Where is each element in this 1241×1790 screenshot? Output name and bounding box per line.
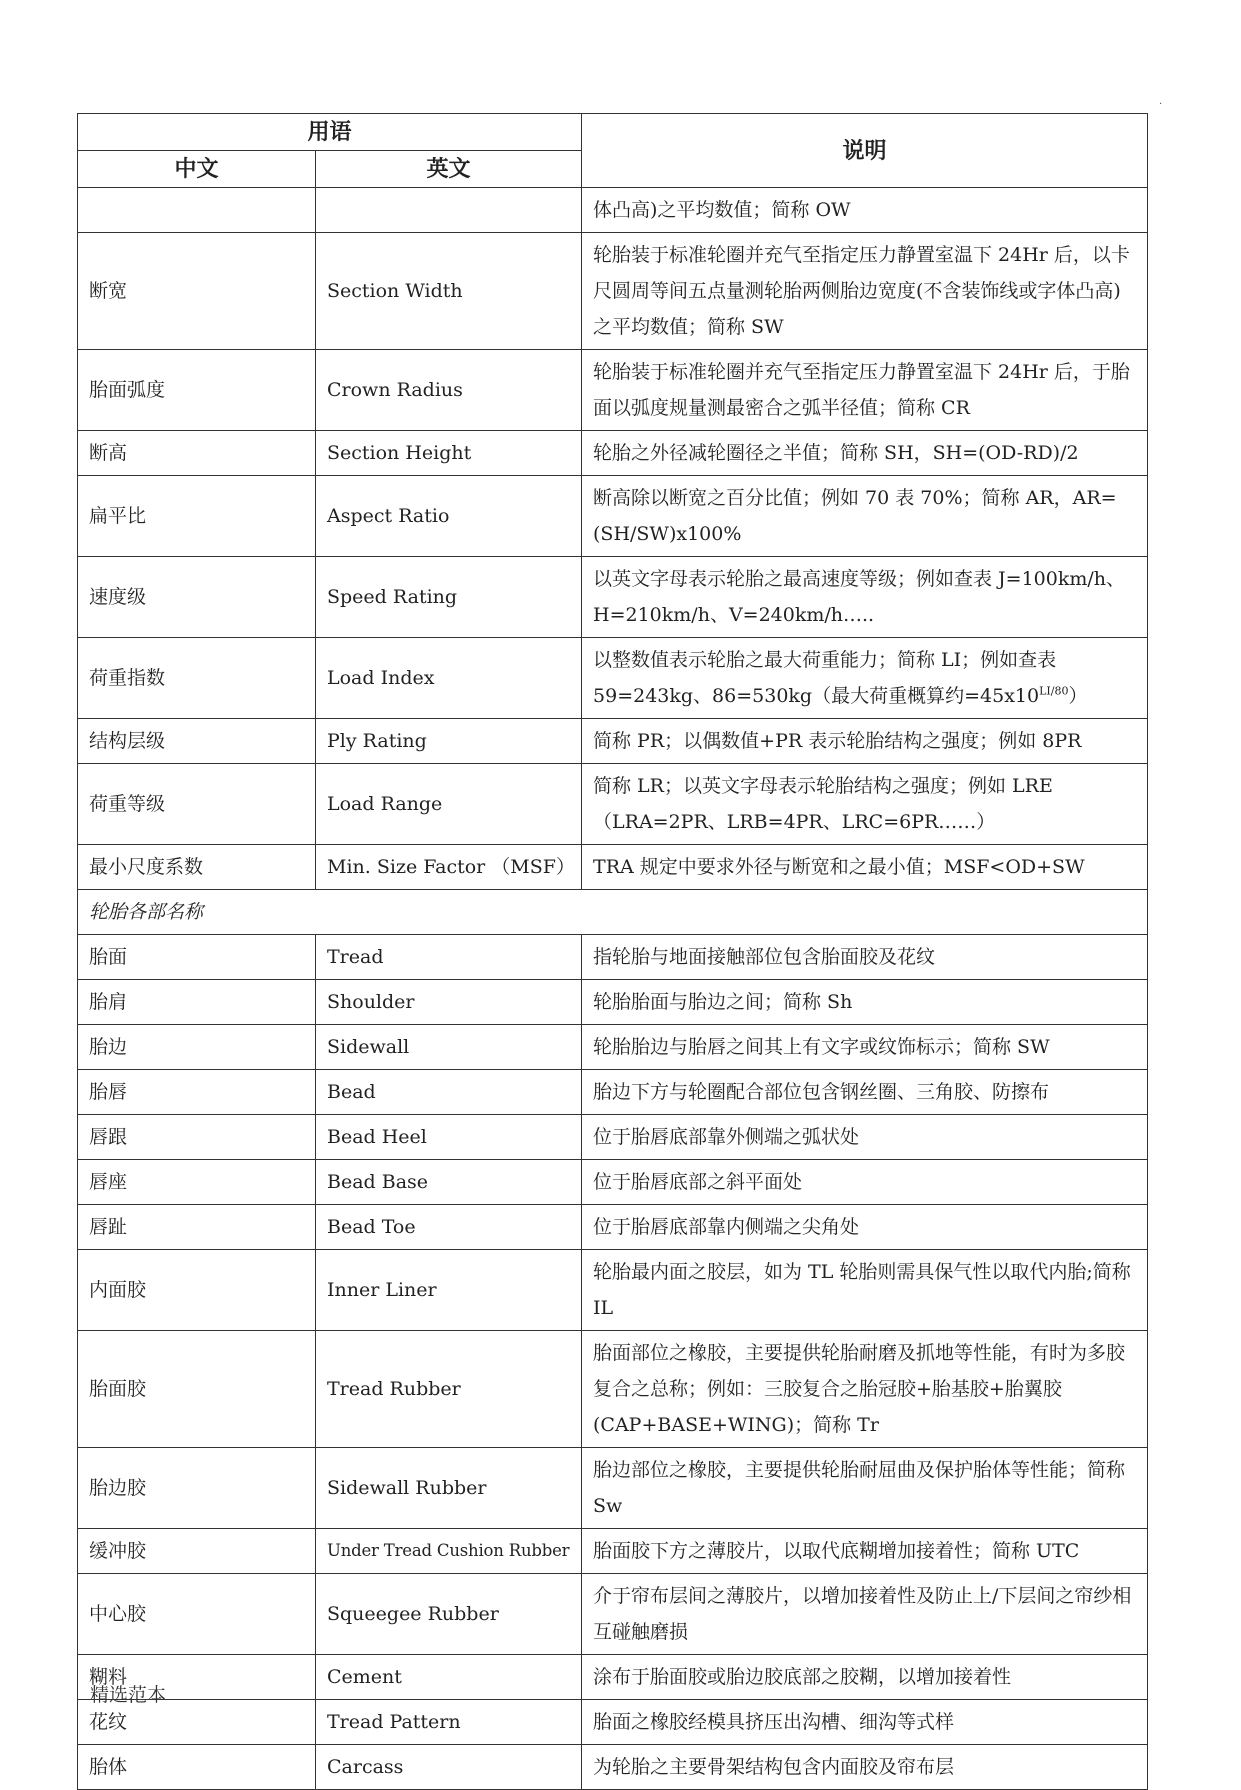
term-desc: 以英文字母表示轮胎之最高速度等级；例如查表 J=100km/h、H=210km/h、V=240km/h….. (582, 557, 1148, 638)
table-row (78, 935, 1148, 980)
part-zh: 唇座 (78, 1160, 316, 1205)
term-en: Load Index (316, 638, 582, 719)
part-zh: 中心胶 (78, 1574, 316, 1655)
part-desc: 位于胎唇底部靠内侧端之尖角处 (582, 1205, 1148, 1250)
part-zh: 糊料 (78, 1655, 316, 1700)
part-en: Bead (316, 1070, 582, 1115)
term-en: Min. Size Factor （MSF） (316, 845, 582, 890)
term-en: Ply Rating (316, 719, 582, 764)
term-en: Section Height (316, 431, 582, 476)
part-en: Bead Toe (316, 1205, 582, 1250)
part-en: Bead Heel (316, 1115, 582, 1160)
table-row (78, 188, 1148, 233)
term-en: Section Width (316, 233, 582, 350)
table-row (78, 1655, 1148, 1700)
table-row (78, 350, 1148, 431)
part-en: Tread (316, 935, 582, 980)
term-header: 用语 (78, 114, 582, 151)
term-desc (582, 638, 1148, 719)
term-zh: 荷重指数 (78, 638, 316, 719)
table-row (78, 1529, 1148, 1574)
part-zh: 胎边 (78, 1025, 316, 1070)
table-row (78, 764, 1148, 845)
description-header: 说明 (582, 114, 1148, 188)
table-row (78, 1331, 1148, 1448)
english-header: 英文 (316, 151, 582, 188)
part-zh: 胎体 (78, 1745, 316, 1790)
term-desc: 轮胎装于标准轮圈并充气至指定压力静置室温下 24Hr 后，以卡尺圆周等间五点量测轮胎两侧胎边宽度(不含装饰线或字体凸高)之平均数值；简称 SW (582, 233, 1148, 350)
part-zh: 胎肩 (78, 980, 316, 1025)
table-row (78, 1250, 1148, 1331)
part-desc: 指轮胎与地面接触部位包含胎面胶及花纹 (582, 935, 1148, 980)
part-en: Tread Pattern (316, 1700, 582, 1745)
term-desc: 轮胎之外径减轮圈径之半值；简称 SH，SH=(OD-RD)/2 (582, 431, 1148, 476)
part-desc: 轮胎胎边与胎唇之间其上有文字或纹饰标示；简称 SW (582, 1025, 1148, 1070)
load-index-desc-close: ） (1068, 685, 1088, 707)
page-mark: · (1159, 99, 1163, 110)
section-row (78, 890, 1148, 935)
table-row (78, 1115, 1148, 1160)
term-en: Aspect Ratio (316, 476, 582, 557)
part-zh: 胎面胶 (78, 1331, 316, 1448)
part-zh: 胎唇 (78, 1070, 316, 1115)
part-en: Squeegee Rubber (316, 1574, 582, 1655)
part-desc: 胎边部位之橡胶，主要提供轮胎耐屈曲及保护胎体等性能；简称 Sw (582, 1448, 1148, 1529)
part-en: Shoulder (316, 980, 582, 1025)
table-row (78, 719, 1148, 764)
table-row (78, 1448, 1148, 1529)
load-index-exponent: LI/80 (1039, 684, 1069, 698)
table-row (78, 845, 1148, 890)
part-desc: 轮胎胎面与胎边之间；简称 Sh (582, 980, 1148, 1025)
term-en (316, 188, 582, 233)
table-row (78, 233, 1148, 350)
part-desc: 介于帘布层间之薄胶片，以增加接着性及防止上/下层间之帘纱相互碰触磨损 (582, 1574, 1148, 1655)
term-zh: 结构层级 (78, 719, 316, 764)
part-desc: 轮胎最内面之胶层，如为 TL 轮胎则需具保气性以取代内胎;简称 IL (582, 1250, 1148, 1331)
term-desc: 简称 PR；以偶数值+PR 表示轮胎结构之强度；例如 8PR (582, 719, 1148, 764)
part-en: Under Tread Cushion Rubber (316, 1529, 582, 1574)
header-row (78, 114, 1148, 151)
part-zh: 唇跟 (78, 1115, 316, 1160)
term-zh: 荷重等级 (78, 764, 316, 845)
term-desc: TRA 规定中要求外径与断宽和之最小值；MSF<OD+SW (582, 845, 1148, 890)
part-desc: 位于胎唇底部靠外侧端之弧状处 (582, 1115, 1148, 1160)
part-zh: 缓冲胶 (78, 1529, 316, 1574)
part-desc: 胎面部位之橡胶，主要提供轮胎耐磨及抓地等性能，有时为多胶复合之总称；例如：三胶复合之胎冠胶+胎基胶+胎翼胶(CAP+BASE+WING)；简称 Tr (582, 1331, 1148, 1448)
part-desc: 为轮胎之主要骨架结构包含内面胶及帘布层 (582, 1745, 1148, 1790)
term-en: Speed Rating (316, 557, 582, 638)
footer-text: 精选范本 (90, 1684, 167, 1706)
table-row (78, 557, 1148, 638)
load-index-desc-text: 以整数值表示轮胎之最大荷重能力；简称 LI；例如查表 59=243kg、86=530kg（最大荷重概算约=45x10 (593, 649, 1057, 707)
table-row (78, 1745, 1148, 1790)
glossary-table (77, 113, 1148, 1790)
table-row (78, 1025, 1148, 1070)
table-row (78, 1205, 1148, 1250)
chinese-header: 中文 (78, 151, 316, 188)
table-row (78, 980, 1148, 1025)
part-desc: 涂布于胎面胶或胎边胶底部之胶糊，以增加接着性 (582, 1655, 1148, 1700)
table-row (78, 638, 1148, 719)
part-en: Inner Liner (316, 1250, 582, 1331)
part-zh: 唇趾 (78, 1205, 316, 1250)
table-row (78, 1574, 1148, 1655)
table-row (78, 476, 1148, 557)
part-en: Sidewall (316, 1025, 582, 1070)
term-zh: 最小尺度系数 (78, 845, 316, 890)
part-desc: 胎边下方与轮圈配合部位包含钢丝圈、三角胶、防擦布 (582, 1070, 1148, 1115)
part-desc: 胎面之橡胶经模具挤压出沟槽、细沟等式样 (582, 1700, 1148, 1745)
part-en: Tread Rubber (316, 1331, 582, 1448)
part-zh: 胎边胶 (78, 1448, 316, 1529)
term-zh: 速度级 (78, 557, 316, 638)
table-row (78, 1160, 1148, 1205)
table-row (78, 1070, 1148, 1115)
part-zh: 胎面 (78, 935, 316, 980)
term-en: Crown Radius (316, 350, 582, 431)
term-desc: 轮胎装于标准轮圈并充气至指定压力静置室温下 24Hr 后，于胎面以弧度规量测最密合之弧半径值；简称 CR (582, 350, 1148, 431)
term-desc: 断高除以断宽之百分比值；例如 70 表 70%；简称 AR，AR=(SH/SW)x100% (582, 476, 1148, 557)
part-en: Cement (316, 1655, 582, 1700)
term-zh (78, 188, 316, 233)
term-zh: 胎面弧度 (78, 350, 316, 431)
term-zh: 断宽 (78, 233, 316, 350)
term-desc: 体凸高)之平均数值；简称 OW (582, 188, 1148, 233)
term-zh: 扁平比 (78, 476, 316, 557)
part-desc: 胎面胶下方之薄胶片，以取代底糊增加接着性；简称 UTC (582, 1529, 1148, 1574)
part-en: Carcass (316, 1745, 582, 1790)
table-row (78, 1700, 1148, 1745)
part-zh: 花纹 (78, 1700, 316, 1745)
term-desc: 简称 LR；以英文字母表示轮胎结构之强度；例如 LRE（LRA=2PR、LRB=4PR、LRC=6PR……） (582, 764, 1148, 845)
term-en: Load Range (316, 764, 582, 845)
part-en: Bead Base (316, 1160, 582, 1205)
term-zh: 断高 (78, 431, 316, 476)
section-title: 轮胎各部名称 (78, 890, 1148, 935)
part-desc: 位于胎唇底部之斜平面处 (582, 1160, 1148, 1205)
table-row (78, 431, 1148, 476)
part-en: Sidewall Rubber (316, 1448, 582, 1529)
part-zh: 内面胶 (78, 1250, 316, 1331)
